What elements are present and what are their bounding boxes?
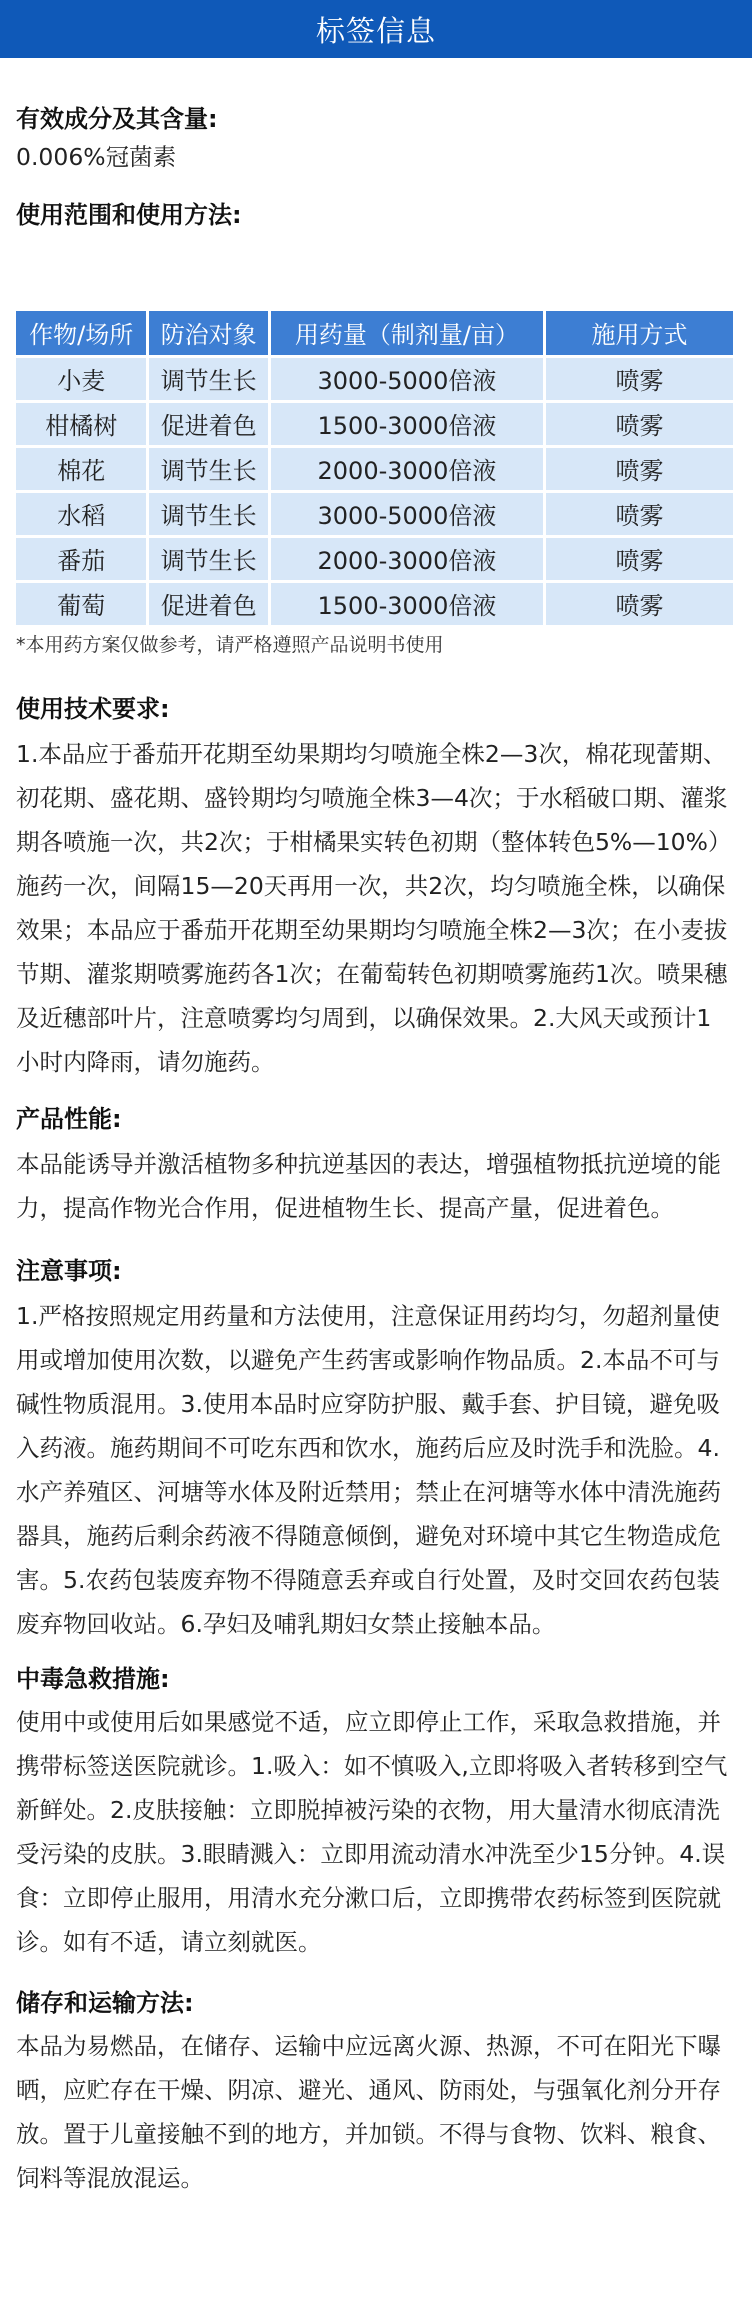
label-content <box>0 102 752 2200</box>
performance-title: 产品性能: <box>16 1104 122 1133</box>
caution-text: 1.严格按照规定用药量和方法使用，注意保证用药均匀，勿超剂量使用或增加使用次数，以避免产生药害或影响作物品质。2.本品不可与碱性物质混用。3.使用本品时应穿防护服、戴手套、护目镜，避免吸入药液。施药期间不可吃东西和饮水，施药后应及时洗手和洗脸。4.水产养殖区、河塘等水体及附近禁用；禁止在河塘等水体中清洗施药器具，施药后剩余药液不得随意倾倒，避免对环境中其它生物造成危害。5.农药包装废弃物不得随意丢弃或自行处置，及时交回农药包装废弃物回收站。6.孕妇及哺乳期妇女禁止接触本品。 <box>16 1301 721 1638</box>
page-title: 标签信息 <box>315 13 436 48</box>
table-cell: 喷雾 <box>546 448 733 490</box>
table-cell: 喷雾 <box>546 493 733 535</box>
storage-title: 储存和运输方法: <box>16 1988 194 2017</box>
caution-title: 注意事项: <box>16 1256 122 1285</box>
table-cell: 喷雾 <box>546 538 733 580</box>
table-cell: 喷雾 <box>546 403 733 445</box>
table-row <box>16 403 733 445</box>
technical-title: 使用技术要求: <box>16 694 170 723</box>
table-cell: 3000-5000倍液 <box>271 493 543 535</box>
table-cell: 调节生长 <box>149 358 268 400</box>
table-cell: 1500-3000倍液 <box>271 583 543 625</box>
table-cell: 葡萄 <box>16 583 146 625</box>
table-cell: 水稻 <box>16 493 146 535</box>
table-cell: 调节生长 <box>149 493 268 535</box>
table-cell: 棉花 <box>16 448 146 490</box>
table-cell: 小麦 <box>16 358 146 400</box>
table-cell: 喷雾 <box>546 358 733 400</box>
usage-table <box>13 308 736 628</box>
table-header-cell: 施用方式 <box>546 311 733 355</box>
table-row <box>16 538 733 580</box>
active-ingredient-title: 有效成分及其含量: <box>16 105 218 133</box>
table-row <box>16 493 733 535</box>
header-bar <box>0 0 752 58</box>
table-cell: 调节生长 <box>149 538 268 580</box>
table-cell: 2000-3000倍液 <box>271 448 543 490</box>
table-row <box>16 358 733 400</box>
table-header-row <box>16 311 733 355</box>
table-cell: 喷雾 <box>546 583 733 625</box>
table-header-cell: 作物/场所 <box>16 311 146 355</box>
active-ingredient-value: 0.006%冠菌素 <box>16 143 177 171</box>
table-cell: 促进着色 <box>149 583 268 625</box>
table-cell: 1500-3000倍液 <box>271 403 543 445</box>
storage-text: 本品为易燃品，在储存、运输中应远离火源、热源，不可在阳光下曝晒，应贮存在干燥、阴凉、避光、通风、防雨处，与强氧化剂分开存放。置于儿童接触不到的地方，并加锁。不得与食物、饮料、粮食、饲料等混放混运。 <box>16 2031 721 2192</box>
poisoning-text: 使用中或使用后如果感觉不适，应立即停止工作，采取急救措施，并携带标签送医院就诊。1.吸入：如不慎吸入,立即将吸入者转移到空气新鲜处。2.皮肤接触：立即脱掉被污染的衣物，用大量清水彻底清洗受污染的皮肤。3.眼睛溅入：立即用流动清水冲洗至少15分钟。4.误食：立即停止服用，用清水充分漱口后，立即携带农药标签到医院就诊。如有不适，请立刻就医。 <box>16 1707 728 1956</box>
table-cell: 3000-5000倍液 <box>271 358 543 400</box>
table-cell: 2000-3000倍液 <box>271 538 543 580</box>
table-cell: 番茄 <box>16 538 146 580</box>
usage-title: 使用范围和使用方法: <box>16 200 242 229</box>
poisoning-title: 中毒急救措施: <box>16 1664 170 1693</box>
table-cell: 促进着色 <box>149 403 268 445</box>
table-header-cell: 用药量（制剂量/亩） <box>271 311 543 355</box>
table-row <box>16 448 733 490</box>
table-cell: 柑橘树 <box>16 403 146 445</box>
technical-text: 1.本品应于番茄开花期至幼果期均匀喷施全株2—3次，棉花现蕾期、初花期、盛花期、盛铃期均匀喷施全株3—4次；于水稻破口期、灌浆期各喷施一次，共2次；于柑橘果实转色初期（整体转色5%—10%）施药一次，间隔15—20天再用一次，共2次，均匀喷施全株，以确保效果；本品应于番茄开花期至幼果期均匀喷施全株2—3次；在小麦拔节期、灌浆期喷雾施药各1次；在葡萄转色初期喷雾施药1次。喷果穗及近穗部叶片，注意喷雾均匀周到，以确保效果。2.大风天或预计1小时内降雨，请勿施药。 <box>16 739 732 1076</box>
usage-note: *本用药方案仅做参考，请严格遵照产品说明书使用 <box>16 633 444 656</box>
performance-text: 本品能诱导并激活植物多种抗逆基因的表达，增强植物抵抗逆境的能力，提高作物光合作用，促进植物生长、提高产量，促进着色。 <box>16 1149 721 1222</box>
table-cell: 调节生长 <box>149 448 268 490</box>
table-header-cell: 防治对象 <box>149 311 268 355</box>
table-row <box>16 583 733 625</box>
